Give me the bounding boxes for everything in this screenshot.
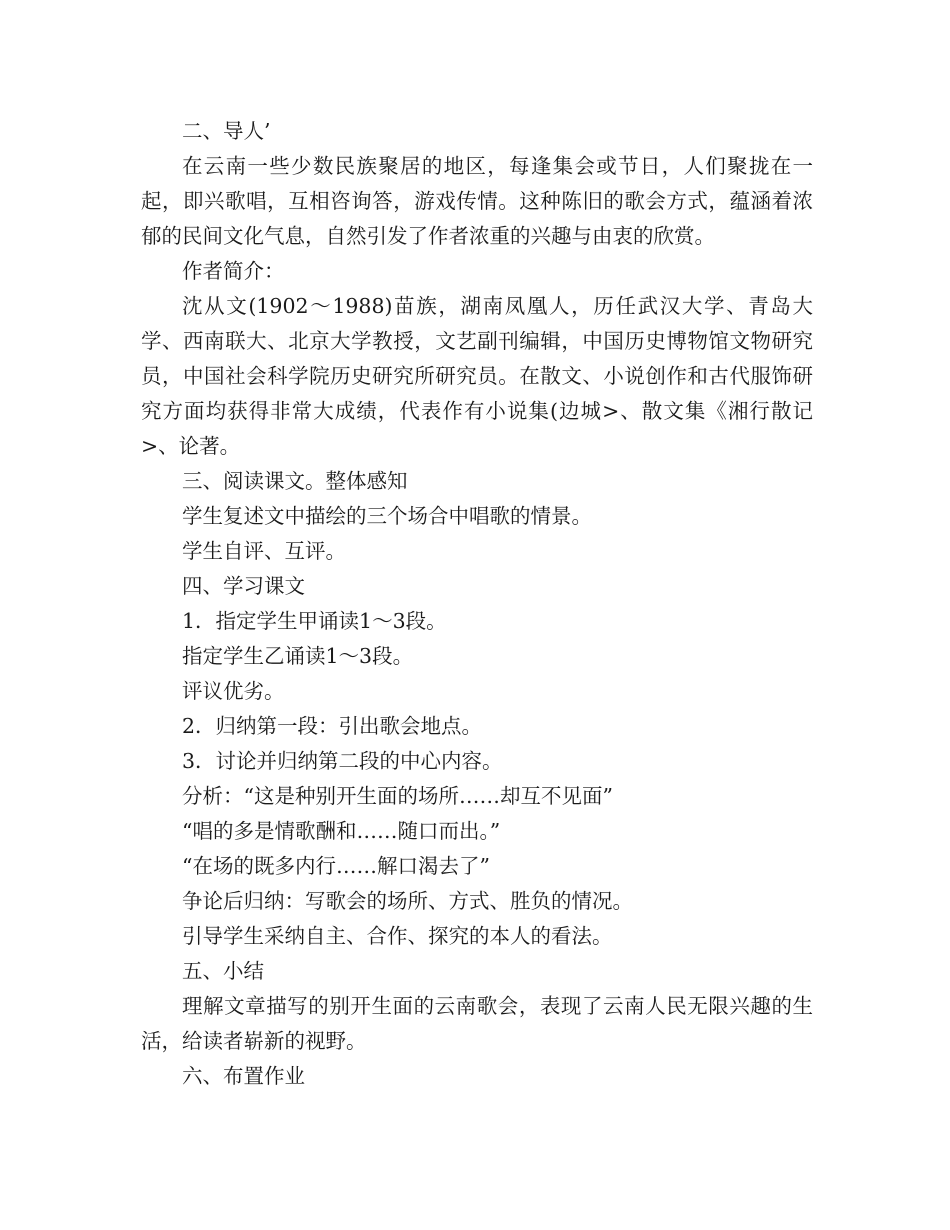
list-item: 1．指定学生甲诵读1～3段。 — [182, 609, 447, 633]
quote-line: “唱的多是情歌酬和……随口而出。” — [182, 819, 501, 843]
text-line: 引导学生采纳自主、合作、探究的本人的看法。 — [182, 924, 613, 948]
text-line: 学生复述文中描绘的三个场合中唱歌的情景。 — [182, 504, 592, 528]
section-heading-intro: 二、导人’ — [182, 119, 271, 143]
section-heading-reading: 三、阅读课文。整体感知 — [182, 469, 408, 493]
intro-paragraph: 在云南一些少数民族聚居的地区，每逢集会或节日，人们聚拢在一起，即兴歌唱，互相咨询答，游戏传情。这种陈旧的歌会方式，蕴涵着浓郁的民间文化气息，自然引发了作者浓重的兴趣与由衷的欣赏。 — [141, 154, 813, 248]
section-heading-summary: 五、小结 — [182, 959, 264, 983]
list-item: 2．归纳第一段：引出歌会地点。 — [182, 714, 483, 738]
section-heading-study: 四、学习课文 — [182, 574, 305, 598]
author-paragraph: 沈从文(1902～1988)苗族，湖南凤凰人，历任武汉大学、青岛大学、西南联大、北京大学教授，文艺副刊编辑，中国历史博物馆文物研究员，中国社会科学院历史研究所研究员。在散文、小说创作和古代服饰研究方面均获得非常大成绩，代表作有小说集(边城>、散文集《湘行散记>、论著。 — [141, 294, 813, 458]
section-heading-homework: 六、布置作业 — [182, 1064, 305, 1088]
text-line: 评议优劣。 — [182, 679, 285, 703]
summary-paragraph: 理解文章描写的别开生面的云南歌会，表现了云南人民无限兴趣的生活，给读者崭新的视野。 — [141, 994, 813, 1053]
text-line: 学生自评、互评。 — [182, 539, 346, 563]
document-body — [141, 114, 813, 1094]
author-heading: 作者简介： — [182, 259, 285, 283]
quote-line: “在场的既多内行……解口渴去了” — [182, 854, 490, 878]
analysis-line: 分析：“这是种别开生面的场所……却互不见面” — [182, 784, 613, 808]
list-item: 3．讨论并归纳第二段的中心内容。 — [182, 749, 503, 773]
text-line: 指定学生乙诵读1～3段。 — [182, 644, 414, 668]
text-line: 争论后归纳：写歌会的场所、方式、胜负的情况。 — [182, 889, 633, 913]
